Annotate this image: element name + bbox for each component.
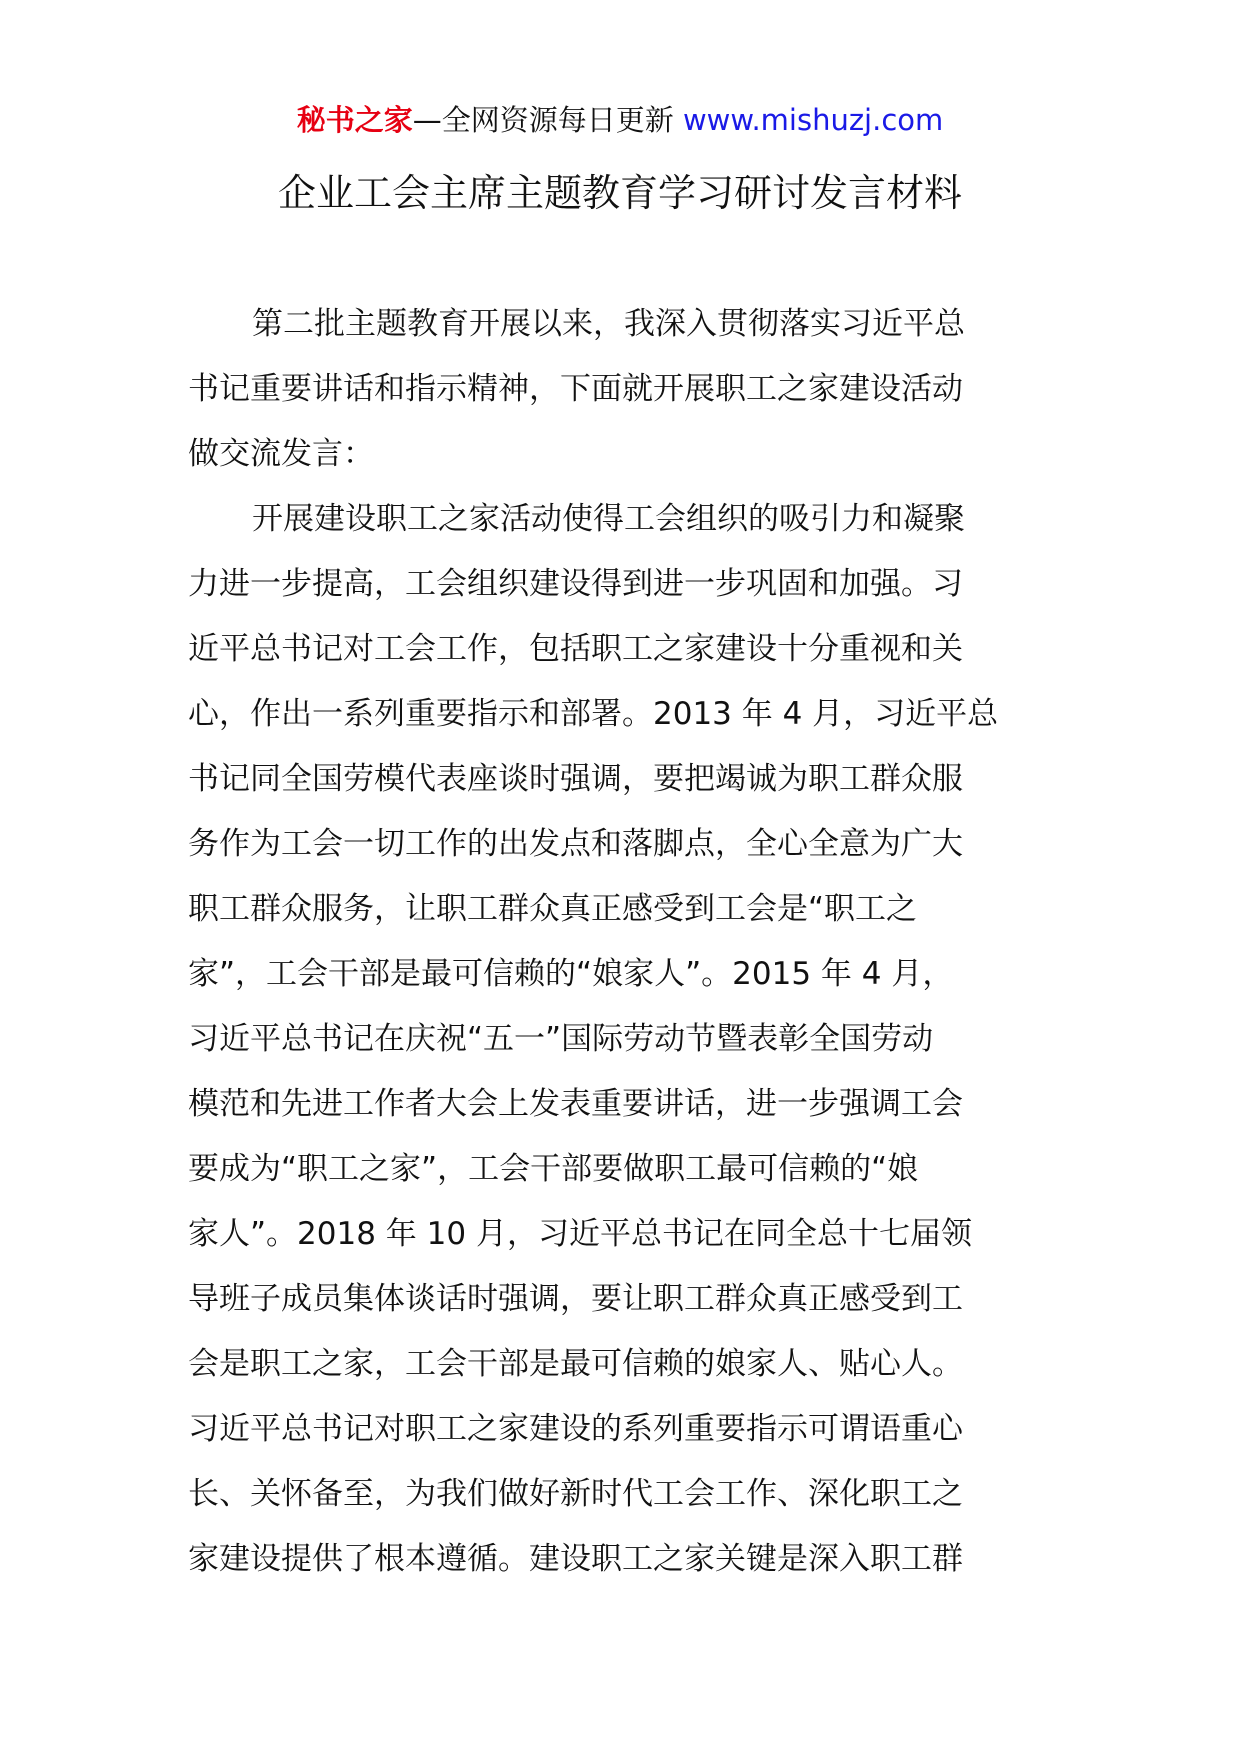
site-url-link[interactable]: www.mishuzj.com <box>682 103 944 137</box>
paragraph-line: 开展建设职工之家活动使得工会组织的吸引力和凝聚 <box>252 501 965 537</box>
paragraph-line: 习近平总书记在庆祝“五一”国际劳动节暨表彰全国劳动 <box>188 1021 934 1057</box>
paragraph-line: 家人”。2018 年 10 月，习近平总书记在同全总十七届领 <box>188 1216 972 1252</box>
paragraph-line: 会是职工之家，工会干部是最可信赖的娘家人、贴心人。 <box>188 1346 963 1382</box>
paragraph-line: 力进一步提高，工会组织建设得到进一步巩固和加强。习 <box>188 566 963 602</box>
paragraph-line: 做交流发言： <box>188 436 374 472</box>
paragraph-line: 模范和先进工作者大会上发表重要讲话，进一步强调工会 <box>188 1086 963 1122</box>
document-body <box>188 292 1058 1592</box>
paragraph-line: 家”，工会干部是最可信赖的“娘家人”。2015 年 4 月， <box>188 956 954 992</box>
paragraph-line: 书记重要讲话和指示精神，下面就开展职工之家建设活动 <box>188 371 963 407</box>
paragraph-line: 近平总书记对工会工作，包括职工之家建设十分重视和关 <box>188 631 963 667</box>
paragraph-line: 书记同全国劳模代表座谈时强调，要把竭诚为职工群众服 <box>188 761 963 797</box>
paragraph-line: 家建设提供了根本遵循。建设职工之家关键是深入职工群 <box>188 1541 963 1577</box>
paragraph-line: 要成为“职工之家”，工会干部要做职工最可信赖的“娘 <box>188 1151 919 1187</box>
paragraph-line: 长、关怀备至，为我们做好新时代工会工作、深化职工之 <box>188 1476 963 1512</box>
paragraph-line: 导班子成员集体谈话时强调，要让职工群众真正感受到工 <box>188 1281 963 1317</box>
paragraph-line: 务作为工会一切工作的出发点和落脚点，全心全意为广大 <box>188 826 963 862</box>
paragraph-line: 第二批主题教育开展以来，我深入贯彻落实习近平总 <box>252 306 965 342</box>
paragraph-line: 习近平总书记对职工之家建设的系列重要指示可谓语重心 <box>188 1411 963 1447</box>
paragraph-line: 心，作出一系列重要指示和部署。2013 年 4 月，习近平总 <box>188 696 999 732</box>
document-title: 企业工会主席主题教育学习研讨发言材料 <box>277 171 962 215</box>
brand-name: 秘书之家 <box>296 103 413 137</box>
site-header <box>0 100 1240 140</box>
header-slogan: —全网资源每日更新 <box>412 103 674 137</box>
paragraph-line: 职工群众服务，让职工群众真正感受到工会是“职工之 <box>188 891 918 927</box>
